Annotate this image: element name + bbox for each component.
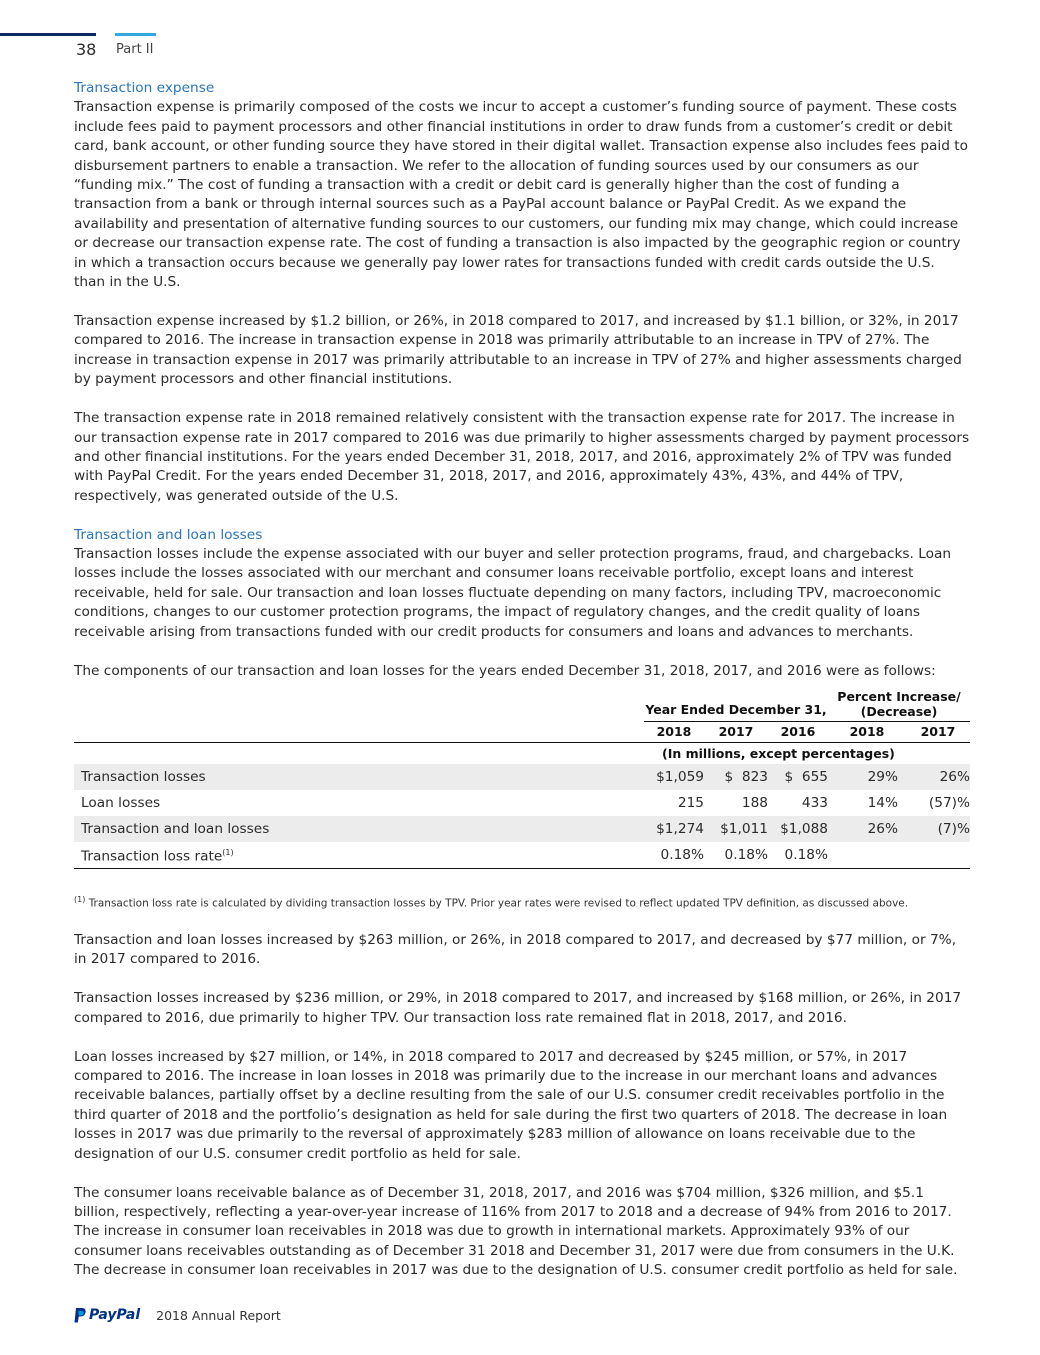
page-footer [74, 1305, 281, 1325]
col-pct-2018: 2018 [828, 721, 906, 742]
paypal-p-icon [74, 1308, 86, 1323]
paragraph: The components of our transaction and loan losses for the years ended December 31, 2018, 2017, and 2016 were as follows: [74, 662, 936, 679]
col-2018: 2018 [644, 721, 704, 742]
table-row: Loan losses 215 188 433 14% (57)% [81, 794, 970, 811]
table-footnote: $^{(1)}$ Transaction loss rate is calculated by dividing transaction losses by TPV. Prior year rates were revised to reflect updated TPV definition, as discussed above. [74, 895, 909, 910]
paragraph: Transaction expense increased by $1.2 billion, or 26%, in 2018 compared to 2017, and increased by $1.1 billion, or 32%, in 2017 compared to 2016. The increase in transaction expense in 2018 was primarily attributable to an increase in TPV of 27%. The increase in transaction expense in 2017 was primarily attributable to an increase in TPV of 27% and higher assessments charged by payment processors and other financial institutions. [74, 312, 962, 388]
header-percent-change: Percent Increase/ (Decrease) [828, 689, 970, 722]
header-year-ended: Year Ended December 31, [645, 701, 827, 717]
part-label: Part II [116, 42, 154, 57]
paragraph: The transaction expense rate in 2018 remained relatively consistent with the transaction expense rate for 2017. The increase in our transaction expense rate in 2017 compared to 2016 was due primarily to higher assessments charged by payment processors and other financial institutions. For the years ended December 31, 2018, 2017, and 2016, approximately 2% of TPV was funded with PayPal Credit. For the years ended December 31, 2018, 2017, and 2016, approximately 43%, 43%, and 44% of TPV, respectively, was generated outside of the U.S. [74, 410, 970, 504]
header-rule-dark [0, 33, 96, 36]
col-pct-2017: 2017 [906, 721, 970, 742]
paragraph: The consumer loans receivable balance as of December 31, 2018, 2017, and 2016 was $704 million, $326 million, and $5.1 billion, respectively, reflecting a year-over-year increase of 116% from 2017 to 2018 and a decrease of 94% from 2016 to 2017. The increase in consumer loan receivables in 2018 was due to growth in international markets. Approximately 93% of our consumer loans receivables outstanding as of December 31 2018 and December 31, 2017 were due from consumers in the U.K. The decrease in consumer loan receivables in 2017 was due to the designation of U.S. consumer credit portfolio as held for sale. [74, 1184, 958, 1279]
paragraph: Transaction expense is primarily composed of the costs we incur to accept a customer’s funding source of payment. These costs include fees paid to payment processors and other financial institutions in order to draw funds from a customer’s credit or debit card, bank account, or other funding source they have stored in their digital wallet. Transaction expense also includes fees paid to disbursement partners to enable a transaction. We refer to the allocation of funding sources used by our consumers as our “funding mix.” The cost of funding a transaction with a credit or debit card is generally higher than the cost of funding a transaction from a bank or through internal sources such as a PayPal account balance or PayPal Credit. As we expand the availability and presentation of alternative funding sources to our customers, our funding mix may change, which could increase or decrease our transaction expense rate. The cost of funding a transaction is also impacted by the geographic region or country in which a transaction occurs because we generally pay lower rates for transactions funded with credit cards outside the U.S. than in the U.S. [74, 99, 968, 291]
paypal-logo: PayPal [74, 1307, 140, 1323]
table-row: Transaction loss rate$^{(1)}$ 0.18% 0.18% 0.18% [74, 842, 970, 869]
main-content [74, 79, 970, 1281]
section-heading-transaction-expense: Transaction expense [74, 80, 215, 96]
col-2017: 2017 [704, 721, 768, 742]
table-row: Transaction losses $1,059 $ 823 $ 655 29% 26% [74, 764, 970, 790]
paragraph: Transaction losses increased by $236 million, or 29%, in 2018 compared to 2017, and increased by $168 million, or 26%, in 2017 compared to 2016, due primarily to higher TPV. Our transaction loss rate remained flat in 2018, 2017, and 2016. [74, 990, 962, 1026]
units-note: (In millions, except percentages) [662, 746, 895, 762]
table-row: Transaction and loan losses $1,274 $1,011 $1,088 26% (7)% [74, 816, 970, 842]
paragraph: Loan losses increased by $27 million, or 14%, in 2018 compared to 2017 and decreased by $245 million, or 57%, in 2017 compared to 2016. The increase in loan losses in 2018 was primarily due to the increase in our merchant loans and advances receivable balances, partially offset by a decline resulting from the sale of our U.S. consumer credit receivables portfolio in the third quarter of 2018 and the portfolio’s designation as held for sale during the first two quarters of 2018. The decrease in loan losses in 2017 was due primarily to the reversal of approximately $283 million of allowance on loans receivable due to the designation of our U.S. consumer credit portfolio as held for sale. [74, 1048, 948, 1162]
page-number: 38 [76, 40, 97, 59]
section-heading-losses: Transaction and loan losses [74, 526, 263, 543]
paragraph: Transaction losses include the expense associated with our buyer and seller protection programs, fraud, and chargebacks. Loan losses include the losses associated with our merchant and consumer loans receivable portfolio, except loans and interest receivable, held for sale. Our transaction and loan losses fluctuate depending on many factors, including TPV, macroeconomic conditions, changes to our customer protection programs, the impact of regulatory changes, and the credit quality of loans receivable arising from transactions funded with our credit products for consumers and loans and advances to merchants. [74, 546, 952, 640]
header-rule-light [115, 33, 156, 36]
report-title: 2018 Annual Report [156, 1307, 281, 1323]
losses-table [74, 689, 970, 870]
col-2016: 2016 [768, 721, 828, 742]
paragraph: Transaction and loan losses increased by $263 million, or 26%, in 2018 compared to 2017, and decreased by $77 million, or 7%, in 2017 compared to 2016. [74, 931, 957, 968]
